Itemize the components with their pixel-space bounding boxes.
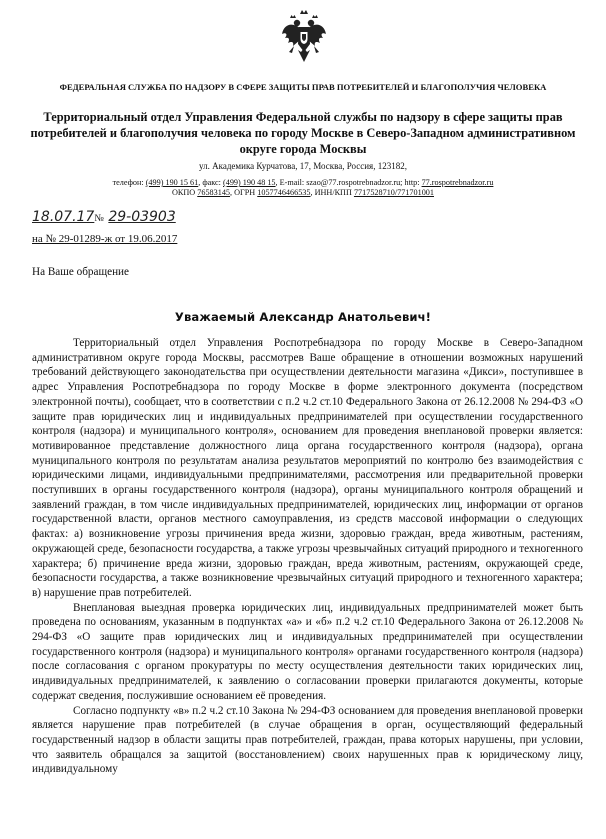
email-link[interactable]: szao@77.rospotrebnadzor.ru [306,178,401,187]
subject-line: На Ваше обращение [32,266,130,278]
website-link[interactable]: 77.rospotrebnadzor.ru [421,178,494,187]
body-paragraph: Внеплановая выездная проверка юридических лиц, индивидуальных предпринимателей может быть проведена по основаниям, указанным в подпунктах «а» и «б» п.2 ч.2 ст.10 Федерального Закона от 26.12.2008 № 294-ФЗ «О защите прав юридических лиц и индивидуальных предпринимателей при осуществлении государственного контроля (надзора) и муниципального контроля» органами государственного контроля (надзора) после согласования с органом прокуратуры по месту осуществления деятельности таких юридических лиц, индивидуальных предпринимателей, к заявлению о согласовании проверки прилагаются документы, которые содержат сведения, послужившие основанием её проведения. [32,601,583,702]
agency-title: ФЕДЕРАЛЬНАЯ СЛУЖБА ПО НАДЗОРУ В СФЕРЕ ЗАЩИТЫ ПРАВ ПОТРЕБИТЕЛЕЙ И БЛАГОПОЛУЧИЯ ЧЕЛОВЕКА [59,82,547,92]
inn-number: 7717528710/771701001 [353,188,434,197]
fax-number: (499) 190 48 15 [223,178,276,187]
okpo-label: ОКПО [172,188,196,197]
department-address: ул. Академика Курчатова, 17, Москва, Россия, 123182, [199,161,407,171]
coat-of-arms-icon [280,8,328,66]
contact-line-phone [40,178,566,188]
email-label: , E-mail: [275,178,305,187]
contact-line-registration [40,188,566,198]
greeting: Уважаемый Александр Анатольевич! [174,310,432,324]
body-paragraph: Согласно подпункту «в» п.2 ч.2 ст.10 Закона № 294-ФЗ основанием для проведения внеплановой проверки является нарушение прав потребителей (в случае обращения в орган, осуществляющий федеральный государственный надзор в области защиты прав потребителей, граждан, права которых нарушены, при условии, что заявитель обращался за защитой (восстановлением) своих нарушенных прав к юридическому лицу, индивидуальному [32,704,583,776]
contact-details [40,178,566,198]
outgoing-doc-number: 29-03903 [108,209,176,225]
outgoing-number [32,209,232,225]
outgoing-date: 18.07.17 [32,209,95,225]
body-paragraph: Территориальный отдел Управления Роспотребнадзора по городу Москве в Северо-Западном административном округе города Москвы, рассмотрев Ваше обращение в отношении возможных нарушений требований действующего законодательства при осуществлении деятельности магазина «Дикси», поступившее в адрес Управления Роспотребнадзора по городу Москве в форме электронного документа (посредством электронной почты), сообщает, что в соответствии с п.2 ч.2 ст.10 Федерального Закона от 26.12.2008 № 294-ФЗ «О защите прав юридических лиц и индивидуальных предпринимателей при осуществлении государственного контроля (надзора) и муниципального контроля», основанием для проведения внеплановой проверки является: мотивированное представление должностного лица органа государственного контроля (надзора), органа муниципального контроля по результатам анализа результатов мероприятий по контролю без взаимодействия с юридическими лицами, индивидуальными предпринимателями, рассмотрения или предварительной проверки поступивших в органы государственного контроля (надзора), органы муниципального контроля обращений и заявлений граждан, в том числе индивидуальных предпринимателей, юридических лиц, информации от органов государственной власти, органов местного самоуправления, из средств массовой информации о следующих фактах: а) возникновение угрозы причинения вреда жизни, здоровью граждан, вреда животным, растениям, окружающей среде, безопасности государства, а также угрозы чрезвычайных ситуаций природного и техногенного характера; б) причинение вреда жизни, здоровью граждан, вреда животным, растениям, окружающей среде, безопасности государства, а также возникновение чрезвычайных ситуаций природного и техногенного характера; в) нарушение прав потребителей. [32,337,583,599]
inn-label: , ИНН/КПП [310,188,352,197]
ogrn-number: 1057746466535 [257,188,311,197]
phone-number: (499) 190 15 61 [145,178,199,187]
fax-label: , факс: [198,178,221,187]
outgoing-no-label: № [94,213,104,224]
ogrn-label: , ОГРН [230,188,256,197]
department-title: Территориальный отдел Управления Федеральной службы по надзору в сфере защиты прав потребителей и благополучия человека по городу Москве в Северо-Западном административном округе города Москвы [30,110,576,156]
phone-label: телефон: [112,178,144,187]
http-label: ; http: [400,178,420,187]
letter-body [32,336,583,777]
okpo-number: 76583145 [197,188,230,197]
reference-number: на № 29-01289-ж от 19.06.2017 [32,233,178,245]
